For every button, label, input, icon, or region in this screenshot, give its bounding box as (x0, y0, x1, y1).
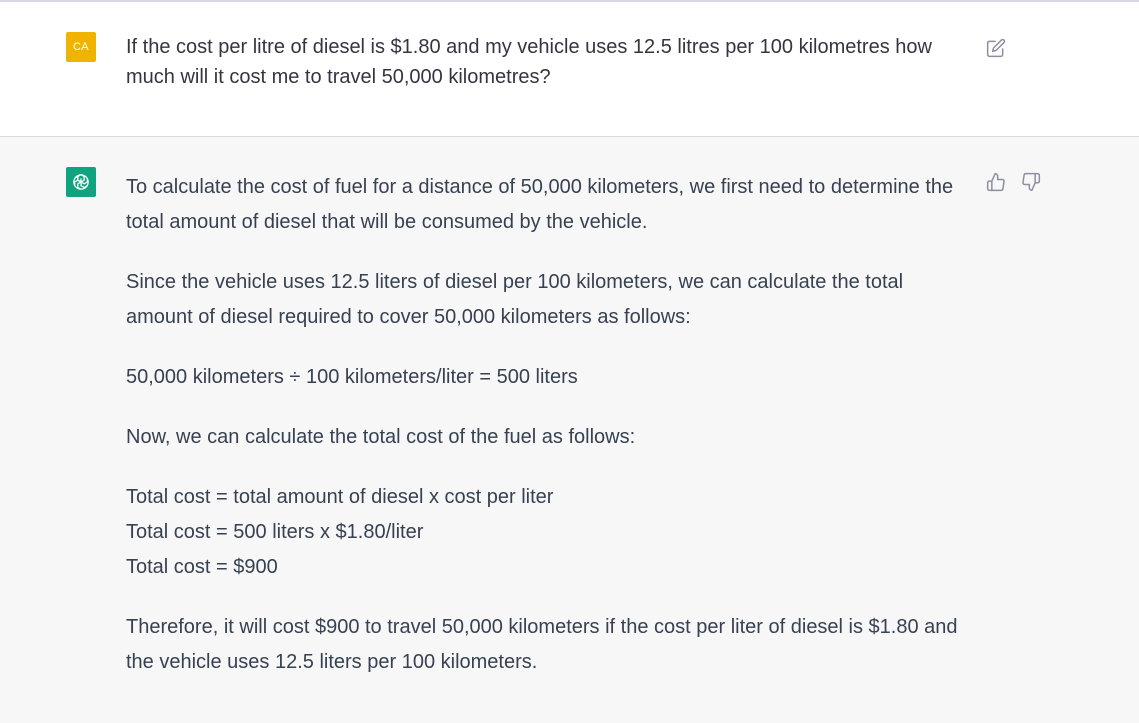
assistant-paragraph: Now, we can calculate the total cost of the fuel as follows: (126, 426, 636, 448)
user-avatar-initials: CA (73, 41, 89, 53)
calculation-block (126, 480, 961, 585)
thumbs-up-button[interactable] (984, 170, 1008, 194)
user-message-row (0, 2, 1139, 137)
user-avatar (66, 32, 96, 62)
assistant-message-row (0, 137, 1139, 723)
edit-icon (986, 38, 1006, 58)
thumbs-down-button[interactable] (1019, 170, 1043, 194)
thumbs-up-icon (986, 172, 1006, 192)
assistant-conclusion: Therefore, it will cost $900 to travel 50,000 kilometers if the cost per liter of diesel is $1.80 and the vehicle uses 12.5 liters per 100 kilometers. (126, 616, 958, 673)
assistant-avatar (66, 167, 96, 197)
assistant-paragraph: 50,000 kilometers ÷ 100 kilometers/liter = 500 liters (126, 366, 578, 388)
edit-message-button[interactable] (984, 36, 1008, 60)
openai-logo-icon (71, 172, 91, 192)
calc-line: Total cost = 500 liters x $1.80/liter (126, 521, 424, 543)
calc-line: Total cost = total amount of diesel x cost per liter (126, 486, 554, 508)
calc-line: Total cost = $900 (126, 556, 278, 578)
thumbs-down-icon (1021, 172, 1041, 192)
assistant-message-text (126, 170, 961, 680)
user-message-text: If the cost per litre of diesel is $1.80 and my vehicle uses 12.5 litres per 100 kilometres how much will it cost me to travel 50,000 kilometres? (126, 36, 932, 88)
assistant-paragraph: Since the vehicle uses 12.5 liters of diesel per 100 kilometers, we can calculate the total amount of diesel required to cover 50,000 kilometers as follows: (126, 271, 904, 328)
assistant-paragraph: To calculate the cost of fuel for a distance of 50,000 kilometers, we first need to determine the total amount of diesel that will be consumed by the vehicle. (126, 176, 954, 233)
